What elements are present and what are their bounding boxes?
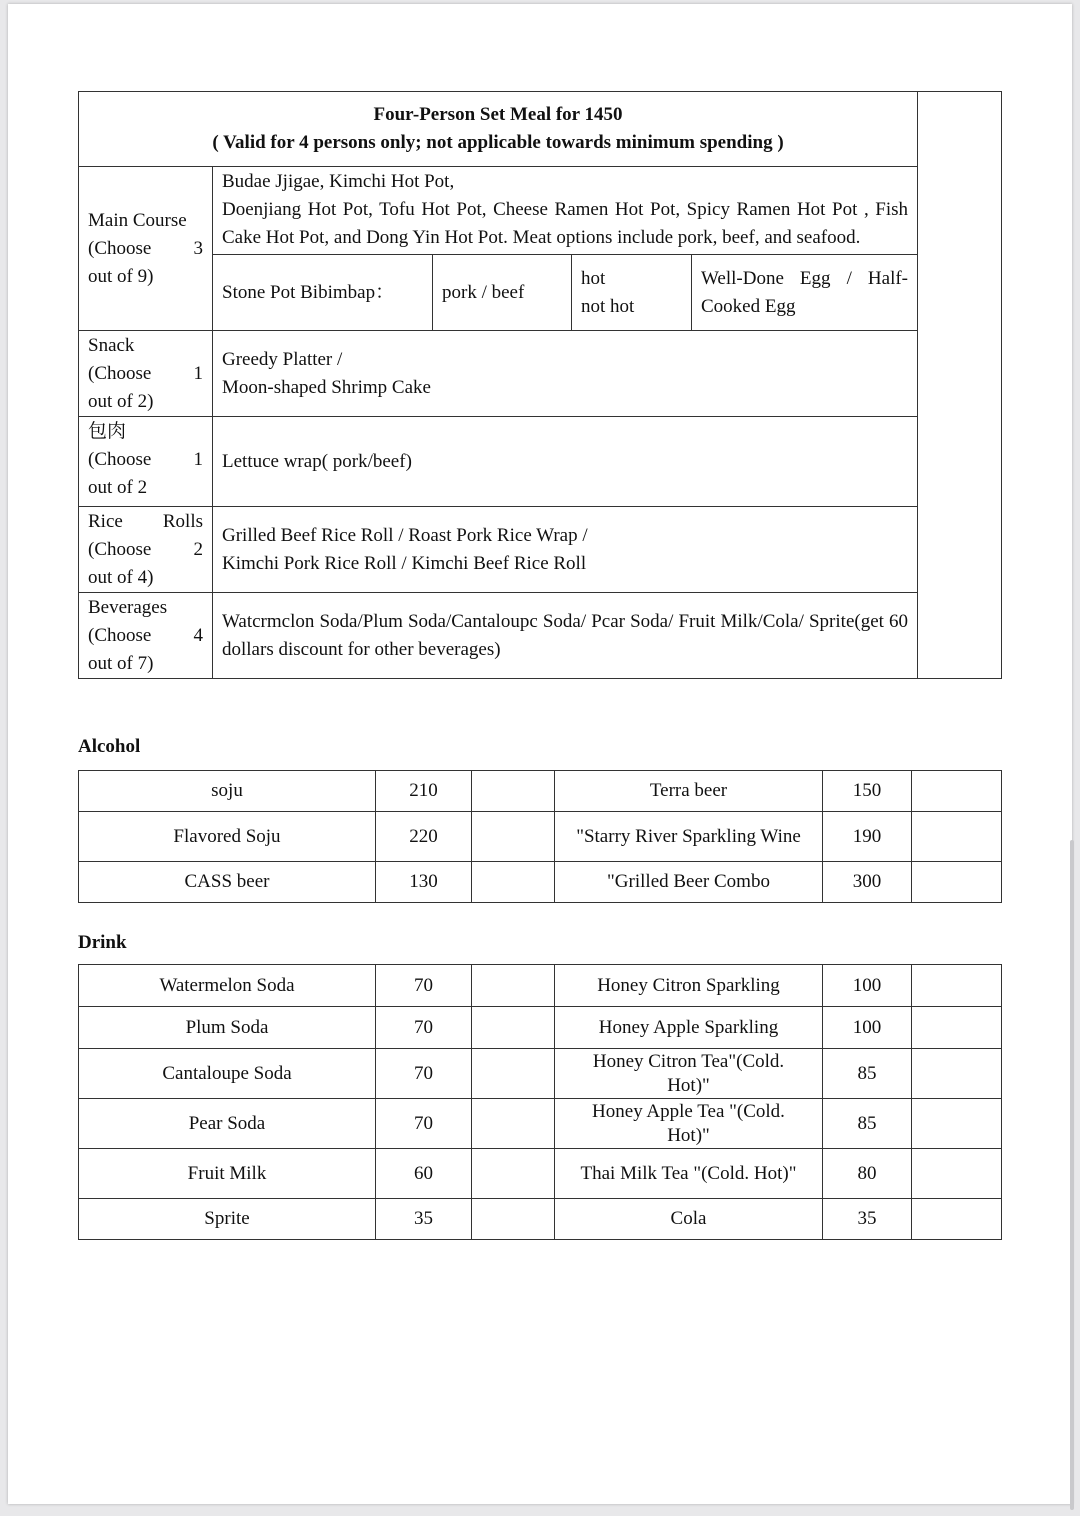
snack-category xyxy=(79,331,213,417)
drink-item-price: 85 xyxy=(823,1049,912,1099)
drink-empty-cell xyxy=(472,1099,555,1149)
drink-row xyxy=(79,1049,1002,1099)
main-course-choose xyxy=(88,235,203,263)
bibimbap-egg: Well-Done Egg / Half-Cooked Egg xyxy=(692,255,918,331)
drink-item-price: 60 xyxy=(376,1149,472,1199)
drink-row xyxy=(79,1099,1002,1149)
drink-item-name: Thai Milk Tea "(Cold. Hot)" xyxy=(555,1149,823,1199)
drink-item-name: Honey Citron Sparkling xyxy=(555,965,823,1007)
main-course-line-2: Doenjiang Hot Pot, Tofu Hot Pot, Cheese Ramen Hot Pot, Spicy Ramen Hot Pot , Fish Cake Hot Pot, and Dong Yin Hot Pot. Meat options include pork, beef, and seafood. xyxy=(222,199,909,248)
rice-rolls-choose-label: (Choose xyxy=(88,539,152,560)
main-course-choose-total: out of 9) xyxy=(88,266,154,287)
wrap-choose xyxy=(88,446,203,474)
rice-rolls-choose-count: 2 xyxy=(193,539,203,560)
beverages-choose-count: 4 xyxy=(193,625,203,646)
bibimbap-spice-not-hot: not hot xyxy=(581,295,635,317)
drink-item-price: 35 xyxy=(823,1199,912,1240)
alcohol-item-name: Flavored Soju xyxy=(79,812,376,862)
bibimbap-spice-hot: hot xyxy=(581,267,606,289)
drink-empty-cell xyxy=(912,1149,1002,1199)
drink-item-price: 70 xyxy=(376,965,472,1007)
alcohol-item-price: 150 xyxy=(823,771,912,812)
snack-choose xyxy=(88,360,203,388)
alcohol-empty-cell xyxy=(472,771,555,812)
beverages-options: Watcrmclon Soda/Plum Soda/Cantaloupc Soda/ Pcar Soda/ Fruit Milk/Cola/ Sprite(get 60 dollars discount for other beverages) xyxy=(213,593,918,679)
rice-rolls-line-1: Grilled Beef Rice Roll / Roast Pork Rice Wrap / xyxy=(222,524,588,546)
drink-item-name: Honey Apple Sparkling xyxy=(555,1007,823,1049)
drink-item-name: Pear Soda xyxy=(79,1099,376,1149)
drink-item-price: 70 xyxy=(376,1049,472,1099)
snack-line-1: Greedy Platter / xyxy=(222,348,343,370)
drink-item-name: Cantaloupe Soda xyxy=(79,1049,376,1099)
wrap-choose-label: (Choose xyxy=(88,449,152,470)
drink-item-price: 70 xyxy=(376,1007,472,1049)
snack-choose-total: out of 2) xyxy=(88,391,154,412)
document-page xyxy=(8,4,1072,1504)
bibimbap-options-table xyxy=(212,254,918,331)
snack-options xyxy=(213,331,918,417)
snack-choose-count: 1 xyxy=(193,363,203,384)
beverages-choose-label: (Choose xyxy=(88,625,152,646)
drink-row xyxy=(79,1007,1002,1049)
alcohol-empty-cell xyxy=(912,862,1002,903)
wrap-category xyxy=(79,417,213,507)
drink-item-name: Plum Soda xyxy=(79,1007,376,1049)
drink-item-name: Watermelon Soda xyxy=(79,965,376,1007)
drink-item-price: 35 xyxy=(376,1199,472,1240)
alcohol-item-price: 220 xyxy=(376,812,472,862)
alcohol-row xyxy=(79,812,1002,862)
wrap-choose-total: out of 2 xyxy=(88,477,148,498)
beverages-category xyxy=(79,593,213,679)
main-course-choose-label: (Choose xyxy=(88,238,152,259)
alcohol-item-name: "Starry River Sparkling Wine xyxy=(555,812,823,862)
rice-rolls-options xyxy=(213,507,918,593)
drink-item-price: 80 xyxy=(823,1149,912,1199)
set-meal-subtitle: ( Valid for 4 persons only; not applicable towards minimum spending ) xyxy=(212,132,784,153)
wrap-name: 包肉 xyxy=(88,421,127,442)
alcohol-table xyxy=(78,770,1002,903)
main-course-hotpot-list xyxy=(213,167,917,254)
rice-rolls-name-1: Rice xyxy=(88,511,123,532)
drink-item-price: 85 xyxy=(823,1099,912,1149)
alcohol-item-name: Terra beer xyxy=(555,771,823,812)
drink-empty-cell xyxy=(472,1149,555,1199)
drink-item-name: Sprite xyxy=(79,1199,376,1240)
main-course-options xyxy=(213,167,918,331)
drink-empty-cell xyxy=(472,1199,555,1240)
drink-empty-cell xyxy=(912,1007,1002,1049)
alcohol-item-name: soju xyxy=(79,771,376,812)
alcohol-heading: Alcohol xyxy=(78,736,141,757)
vertical-scrollbar[interactable] xyxy=(1070,840,1074,1510)
main-course-name: Main Course xyxy=(88,210,187,231)
drink-item-name: Honey Apple Tea "(Cold. Hot)" xyxy=(555,1099,823,1149)
alcohol-empty-cell xyxy=(472,812,555,862)
alcohol-item-name: "Grilled Beer Combo xyxy=(555,862,823,903)
rice-rolls-choose-total: out of 4) xyxy=(88,567,154,588)
bibimbap-spice xyxy=(572,255,692,331)
rice-rolls-name xyxy=(88,508,203,536)
alcohol-empty-cell xyxy=(472,862,555,903)
main-course-line-1: Budae Jjigae, Kimchi Hot Pot, xyxy=(222,171,455,192)
bibimbap-label: Stone Pot Bibimbap： xyxy=(213,255,433,331)
rice-rolls-category xyxy=(79,507,213,593)
set-meal-title: Four-Person Set Meal for 1450 xyxy=(373,104,623,125)
wrap-options: Lettuce wrap( pork/beef) xyxy=(213,417,918,507)
snack-name: Snack xyxy=(88,335,135,356)
beverages-choose-total: out of 7) xyxy=(88,653,154,674)
drink-empty-cell xyxy=(912,965,1002,1007)
main-course-category xyxy=(79,167,213,331)
wrap-choose-count: 1 xyxy=(193,449,203,470)
bibimbap-meat: pork / beef xyxy=(433,255,572,331)
alcohol-row xyxy=(79,771,1002,812)
drink-empty-cell xyxy=(472,1007,555,1049)
drink-empty-cell xyxy=(912,1199,1002,1240)
drink-row xyxy=(79,1149,1002,1199)
set-meal-title-cell xyxy=(79,92,918,167)
drink-item-price: 70 xyxy=(376,1099,472,1149)
drink-item-name: Honey Citron Tea"(Cold. Hot)" xyxy=(555,1049,823,1099)
drink-row xyxy=(79,1199,1002,1240)
beverages-name: Beverages xyxy=(88,597,168,618)
drink-item-name: Cola xyxy=(555,1199,823,1240)
rice-rolls-line-2: Kimchi Pork Rice Roll / Kimchi Beef Rice Roll xyxy=(222,552,587,574)
drink-empty-cell xyxy=(912,1099,1002,1149)
drink-item-price: 100 xyxy=(823,1007,912,1049)
drink-empty-cell xyxy=(912,1049,1002,1099)
beverages-choose xyxy=(88,622,203,650)
set-meal-table xyxy=(78,91,1002,679)
alcohol-item-price: 190 xyxy=(823,812,912,862)
rice-rolls-choose xyxy=(88,536,203,564)
alcohol-item-name: CASS beer xyxy=(79,862,376,903)
alcohol-empty-cell xyxy=(912,771,1002,812)
drink-row xyxy=(79,965,1002,1007)
alcohol-item-price: 300 xyxy=(823,862,912,903)
alcohol-row xyxy=(79,862,1002,903)
main-course-choose-count: 3 xyxy=(193,238,203,259)
drink-heading: Drink xyxy=(78,932,127,953)
alcohol-item-price: 130 xyxy=(376,862,472,903)
set-meal-empty-column xyxy=(918,92,1002,679)
alcohol-item-price: 210 xyxy=(376,771,472,812)
drink-empty-cell xyxy=(472,1049,555,1099)
drink-table xyxy=(78,964,1002,1240)
alcohol-empty-cell xyxy=(912,812,1002,862)
drink-item-name: Fruit Milk xyxy=(79,1149,376,1199)
snack-line-2: Moon-shaped Shrimp Cake xyxy=(222,376,431,398)
drink-item-price: 100 xyxy=(823,965,912,1007)
snack-choose-label: (Choose xyxy=(88,363,152,384)
drink-empty-cell xyxy=(472,965,555,1007)
rice-rolls-name-2: Rolls xyxy=(162,511,203,532)
